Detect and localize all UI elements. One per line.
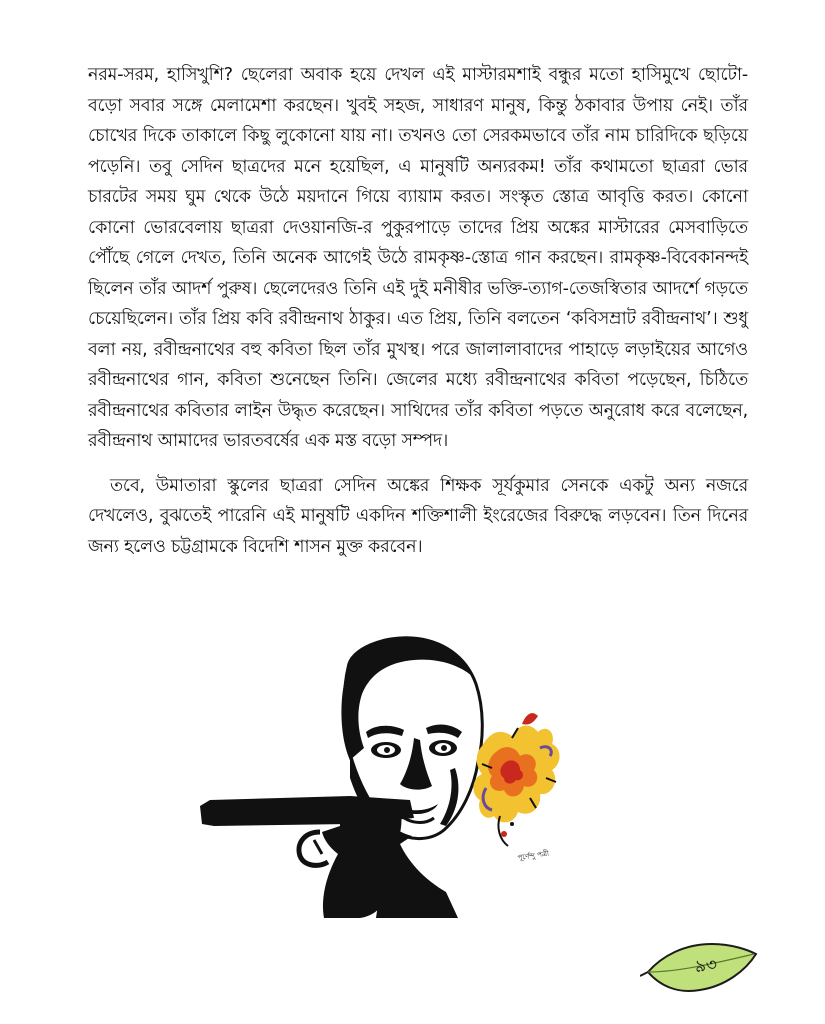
body-text <box>88 60 748 562</box>
right-eyebrow <box>426 725 462 738</box>
page-number: ৯৩ <box>693 954 719 978</box>
artist-signature: পূর্ণেন্দু পত্রী <box>517 849 550 862</box>
left-eyebrow <box>366 726 404 738</box>
trigger-guard <box>299 832 328 865</box>
paragraph-1: নরম-সরম, হাসিখুশি? ছেলেরা অবাক হয়ে দেখল এই মাস্টারমশাই বন্ধুর মতো হাসিমুখে ছোটো-বড়ো সবার সঙ্গে মেলামেশা করছেন। খুবই সহজ, সাধারণ মানুষ, কিন্তু ঠকাবার উপায় নেই। তাঁর চোখের দিকে তাকালে কিছু লুকোনো যায় না। তখনও তো সেরকমভাবে তাঁর নাম চারিদিকে ছড়িয়ে পড়েনি। তবু সেদিন ছাত্রদের মনে হয়েছিল, এ মানুষটি অন্যরকম! তাঁর কথামতো ছাত্ররা ভোর চারটের সময় ঘুম থেকে উঠে ময়দানে গিয়ে ব্যায়াম করত। সংস্কৃত স্তোত্র আবৃত্তি করত। কোনো কোনো ভোরবেলায় ছাত্ররা দেওয়ানজি-র পুকুরপাড়ে তাদের প্রিয় অঙ্কের মাস্টারের মেসবাড়িতে পৌঁছে গেলে দেখত, তিনি অনেক আগেই উঠে রামকৃষ্ণ-স্তোত্র গান করছেন। রামকৃষ্ণ-বিবেকানন্দই ছিলেন তাঁর আদর্শ পুরুষ। ছেলেদেরও তিনি এই দুই মনীষীর ভক্তি-ত্যাগ-তেজস্বিতার আদর্শে গড়তে চেয়েছিলেন। তাঁর প্রিয় কবি রবীন্দ্রনাথ ঠাকুর। এত প্রিয়, তিনি বলতেন ‘কবিসম্রাট রবীন্দ্রনাথ’। শুধু বলা নয়, রবীন্দ্রনাথের বহু কবিতা ছিল তাঁর মুখস্থ। পরে জালালাবাদের পাহাড়ে লড়াইয়ের আগেও রবীন্দ্রনাথের গান, কবিতা শুনেছেন তিনি। জেলের মধ্যে রবীন্দ্রনাথের কবিতা পড়েছেন, চিঠিতে রবীন্দ্রনাথের কবিতার লাইন উদ্ধৃত করেছেন। সাথিদের তাঁর কবিতা পড়তে অনুরোধ করে বলেছেন, রবীন্দ্রনাথ আমাদের ভারতবর্ষের এক মস্ত বড়ো সম্পদ। <box>88 65 748 451</box>
paragraph-2: তবে, উমাতারা স্কুলের ছাত্ররা সেদিন অঙ্কের শিক্ষক সূর্যকুমার সেনকে একটু অন্য নজরে দেখলেও, বুঝতেই পারেনি এই মানুষটি একদিন শক্তিশালী ইংরেজের বিরুদ্ধে লড়বেন। তিন দিনের জন্য হলেও চট্টগ্রামকে বিদেশি শাসন মুক্ত করবেন। <box>88 475 748 557</box>
head-shadow <box>341 638 472 760</box>
revolutionary-illustration <box>200 628 600 918</box>
nose <box>400 738 432 790</box>
flame-burst <box>473 713 559 846</box>
